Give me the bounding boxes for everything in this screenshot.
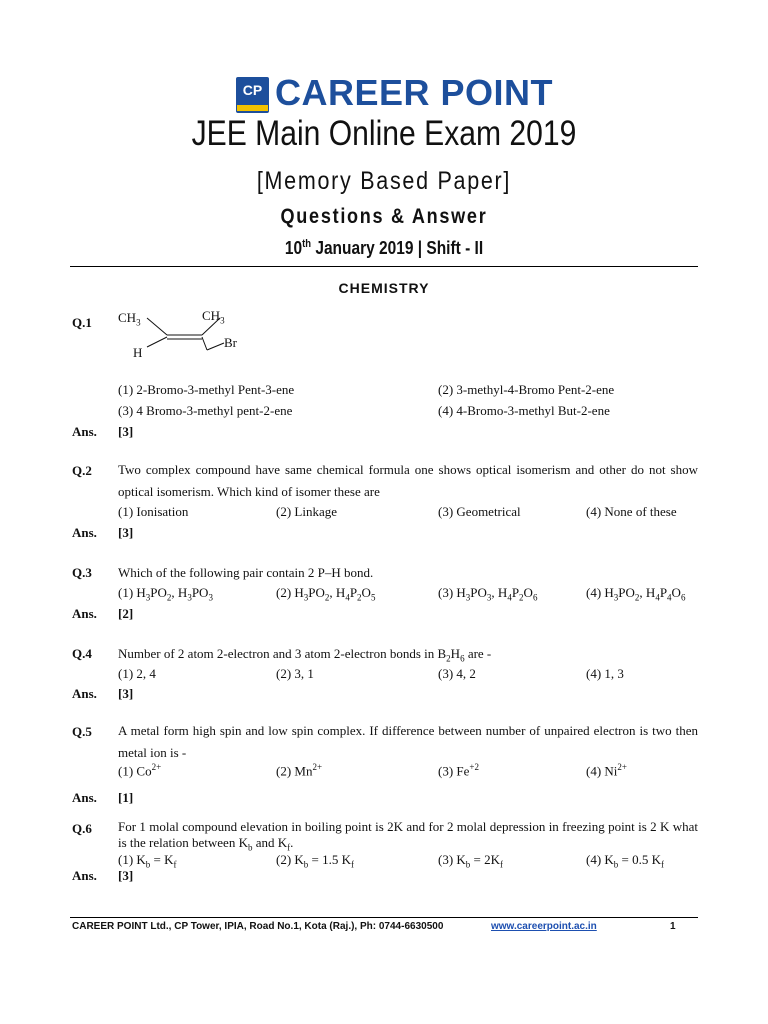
q5-option-3: (3) $Fe^{+2}$ [438, 762, 479, 779]
q1-option-4: (4) 4-Bromo-3-methyl But-2-ene [438, 403, 610, 418]
q6-answer: [3] [118, 868, 134, 883]
q5-answer: [1] [118, 790, 134, 805]
q4-text: Number of 2 atom 2-electron and 3 atom 2-electron bonds in $B_2H_6$ are - [118, 646, 492, 664]
q6-text: For 1 molal compound elevation in boiling point is 2K and for 2 molal depression in freezing point is 2 K what is the relation between $K_b$ and $K_f$. [118, 819, 698, 853]
q5-option-2: (2) $Mn^{2+}$ [276, 762, 323, 779]
q1-option-2: (2) 3-methyl-4-Bromo Pent-2-ene [438, 382, 615, 397]
q1-option-1: (1) 2-Bromo-3-methyl Pent-3-ene [118, 382, 295, 397]
logo-ribbon [237, 105, 268, 111]
q5-option-4: (4) $Ni^{2+}$ [586, 762, 627, 779]
q3-answer: [2] [118, 606, 134, 621]
q4-option-3: (3) 4, 2 [438, 666, 476, 681]
q3-option-1: (1) $H_3PO_2$, $H_3PO_3$ [118, 585, 213, 603]
question-number-6: Q.6 [72, 821, 92, 836]
question-number-2: Q.2 [72, 463, 92, 478]
exam-date: 10th January 2019 | Shift - II [284, 238, 484, 258]
section-title: CHEMISTRY [338, 280, 430, 296]
logo-text: CAREER POINT [275, 72, 554, 113]
q1-option-3: (3) 4 Bromo-3-methyl pent-2-ene [118, 403, 293, 418]
career-point-logo-icon [236, 77, 269, 113]
q3-option-3: (3) $H_3PO_3$, $H_4P_2O_6$ [438, 585, 538, 603]
page-title: JEE Main Online Exam 2019 [191, 114, 577, 153]
q2-option-1: (1) Ionisation [118, 504, 189, 519]
q1-answer-label: Ans. [72, 424, 97, 439]
q2-answer-label: Ans. [72, 525, 97, 540]
q6-option-3: (3) $K_b = 2K_f$ [438, 852, 504, 870]
q1-ch3-left: $CH_3$ [118, 310, 141, 328]
q4-option-1: (1) 2, 4 [118, 666, 156, 681]
q4-answer-label: Ans. [72, 686, 97, 701]
q1-answer: [3] [118, 424, 134, 439]
footer-address: CAREER POINT Ltd., CP Tower, IPIA, Road No.1, Kota (Raj.), Ph: 0744-6630500 [72, 921, 444, 932]
header-divider [70, 266, 698, 267]
footer-website-link[interactable]: www.careerpoint.ac.in [491, 921, 597, 932]
footer-divider [70, 917, 698, 918]
q3-option-2: (2) $H_3PO_2$, $H_4P_2O_5$ [276, 585, 376, 603]
q2-option-4: (4) None of these [586, 504, 677, 519]
q1-ch3-right: $CH_3$ [202, 308, 225, 326]
questions-answer-title: Questions & Answer [280, 205, 488, 228]
q1-h-label: H [133, 345, 143, 360]
page-subtitle: [Memory Based Paper] [256, 167, 512, 195]
q2-option-3: (3) Geometrical [438, 504, 521, 519]
q4-answer: [3] [118, 686, 134, 701]
q6-option-1: (1) $K_b = K_f$ [118, 852, 177, 870]
q2-option-2: (2) Linkage [276, 504, 338, 519]
q5-answer-label: Ans. [72, 790, 97, 805]
question-number-3: Q.3 [72, 565, 92, 580]
question-number-4: Q.4 [72, 646, 92, 661]
q3-text: Which of the following pair contain 2 P–H bond. [118, 565, 374, 580]
q3-option-4: (4) $H_3PO_2$, $H_4P_4O_6$ [586, 585, 686, 603]
page-number: 1 [670, 921, 676, 932]
q6-option-4: (4) $K_b = 0.5$ $K_f$ [586, 852, 665, 870]
q6-option-2: (2) $K_b = 1.5$ $K_f$ [276, 852, 355, 870]
q4-option-2: (2) 3, 1 [276, 666, 314, 681]
q2-answer: [3] [118, 525, 134, 540]
q5-option-1: (1) $Co^{2+}$ [118, 762, 162, 779]
logo-icon-text: CP [242, 82, 263, 98]
q1-br-label: Br [224, 335, 237, 350]
q6-answer-label: Ans. [72, 868, 97, 883]
q2-text: Two complex compound have same chemical formula one shows optical isomerism and other do not show optical isomerism. Which kind of isomer these are [118, 462, 698, 499]
question-number-1: Q.1 [72, 315, 92, 330]
q3-answer-label: Ans. [72, 606, 97, 621]
q4-option-4: (4) 1, 3 [586, 666, 624, 681]
q5-text: A metal form high spin and low spin complex. If difference between number of unpaired electron is two then metal ion is - [118, 723, 698, 760]
question-number-5: Q.5 [72, 724, 92, 739]
